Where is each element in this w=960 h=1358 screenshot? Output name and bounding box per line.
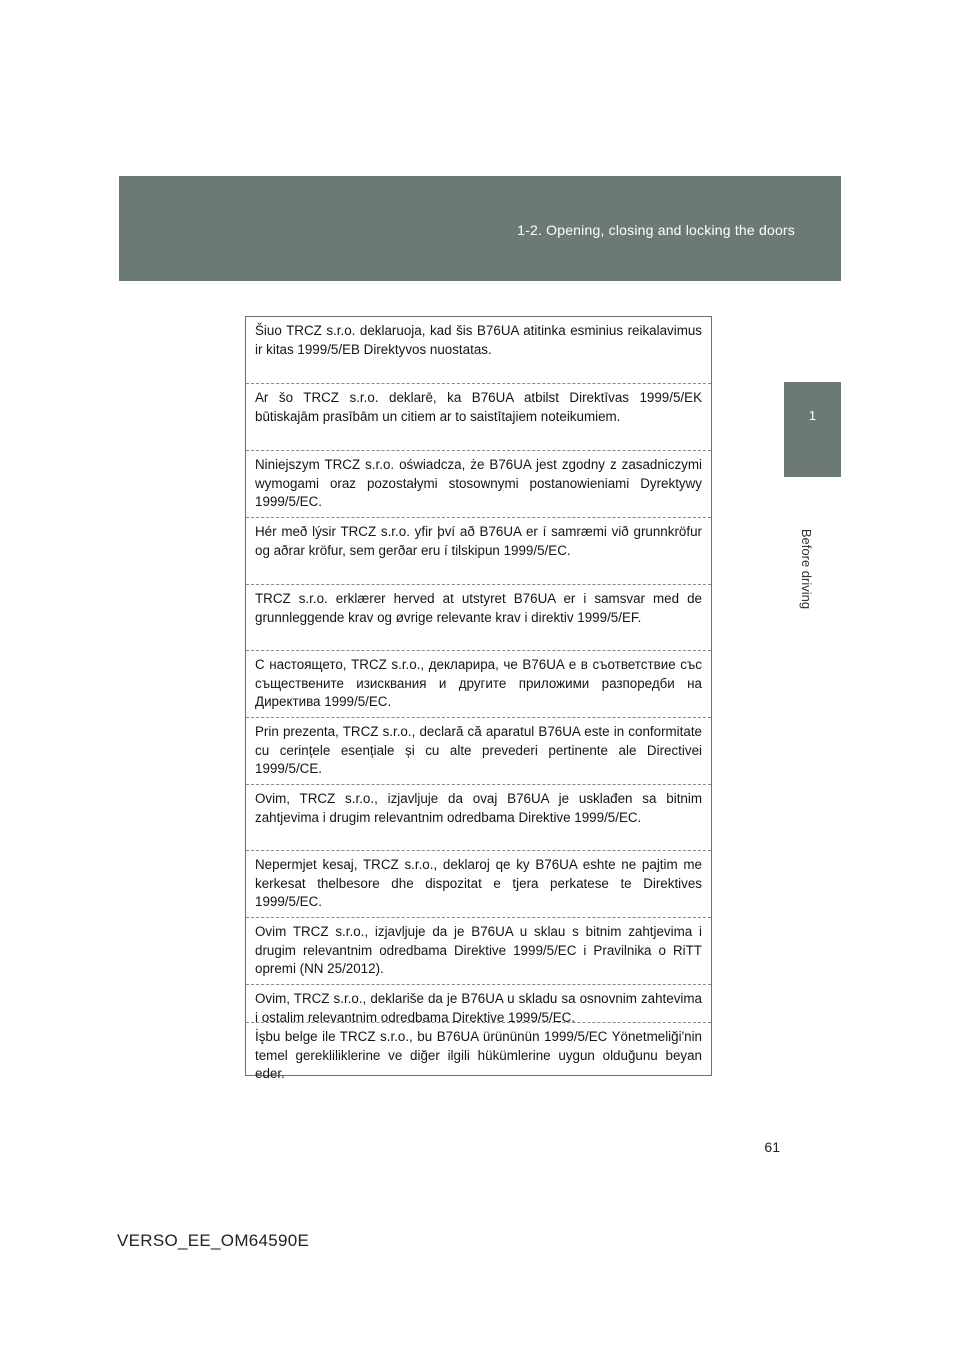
declaration-row xyxy=(246,985,711,1023)
chapter-label: Before driving xyxy=(799,528,814,610)
declaration-row xyxy=(246,451,711,518)
declaration-row xyxy=(246,317,711,384)
declaration-text: Nepermjet kesaj, TRCZ s.r.o., deklaroj qe ky B76UA eshte ne pajtim me kerkesat thelbesore dhe dispozitat e tjera perkatese te Direktives 1999/5/EC. xyxy=(255,857,702,909)
declaration-table xyxy=(245,316,712,1081)
declaration-text: Ovim, TRCZ s.r.o., izjavljuje da ovaj B76UA je usklađen sa bitnim zahtjevima i drugim relevantnim odredbama Direktive 1999/5/EC. xyxy=(255,791,702,825)
chapter-header xyxy=(119,176,841,281)
declaration-row xyxy=(246,1023,711,1081)
section-title: 1-2. Opening, closing and locking the doors xyxy=(517,222,795,238)
declaration-text: TRCZ s.r.o. erklærer herved at utstyret B76UA er i samsvar med de grunnleggende krav og øvrige relevante krav i direktiv 1999/5/EF. xyxy=(255,591,702,625)
declaration-row xyxy=(246,651,711,718)
declaration-row xyxy=(246,785,711,851)
declaration-text: Ovim, TRCZ s.r.o., deklariše da je B76UA u skladu sa osnovnim zahtevima i ostalim relevantnim odredbama Direktive 1999/5/EC. xyxy=(255,991,702,1025)
declaration-row xyxy=(246,384,711,451)
declaration-text: Prin prezenta, TRCZ s.r.o., declară că aparatul B76UA este in conformitate cu cerințele esențiale și cu alte prevederi pertinente ale Directivei 1999/5/CE. xyxy=(255,724,702,776)
declaration-text: Hér með lýsir TRCZ s.r.o. yfir því að B76UA er í samræmi við grunnkröfur og aðrar kröfur, sem gerðar eru í tilskipun 1999/5/EC. xyxy=(255,524,702,558)
chapter-tab xyxy=(784,382,841,477)
declaration-row xyxy=(246,585,711,651)
declaration-text: Ovim TRCZ s.r.o., izjavljuje da je B76UA u sklau s bitnim zahtjevima i drugim relevantnim odredbama Direktive 1999/5/EC i Pravilnika o RiTT opremi (NN 25/2012). xyxy=(255,924,702,976)
declaration-row xyxy=(246,918,711,985)
declaration-text: Šiuo TRCZ s.r.o. deklaruoja, kad šis B76UA atitinka esminius reikalavimus ir kitas 1999/5/EB Direktyvos nuostatas. xyxy=(255,323,702,357)
declaration-text: Niniejszym TRCZ s.r.o. oświadcza, że B76UA jest zgodny z zasadniczymi wymogami oraz pozostałymi stosownymi postanowieniami Dyrektywy 1999/5/EC. xyxy=(255,457,702,509)
declaration-row xyxy=(246,718,711,785)
declaration-row xyxy=(246,518,711,585)
chapter-number: 1 xyxy=(808,408,817,423)
declaration-text: С настоящето, TRCZ s.r.o., декларира, че B76UA е в съответствие със съществените изисквания и другите приложими разпоредби на Директива 1999/5/ЕС. xyxy=(255,657,702,709)
declaration-text: İşbu belge ile TRCZ s.r.o., bu B76UA ürününün 1999/5/EC Yönetmeliği'nin temel gerekliliklerine ve diğer ilgili hükümlerine uygun olduğunu beyan eder. xyxy=(255,1029,702,1081)
declaration-row xyxy=(246,851,711,918)
document-code: VERSO_EE_OM64590E xyxy=(117,1231,310,1250)
page-number: 61 xyxy=(764,1139,780,1155)
declaration-text: Ar šo TRCZ s.r.o. deklarē, ka B76UA atbilst Direktīvas 1999/5/EK būtiskajām prasībām un citiem ar to saistītajiem noteikumiem. xyxy=(255,390,702,424)
